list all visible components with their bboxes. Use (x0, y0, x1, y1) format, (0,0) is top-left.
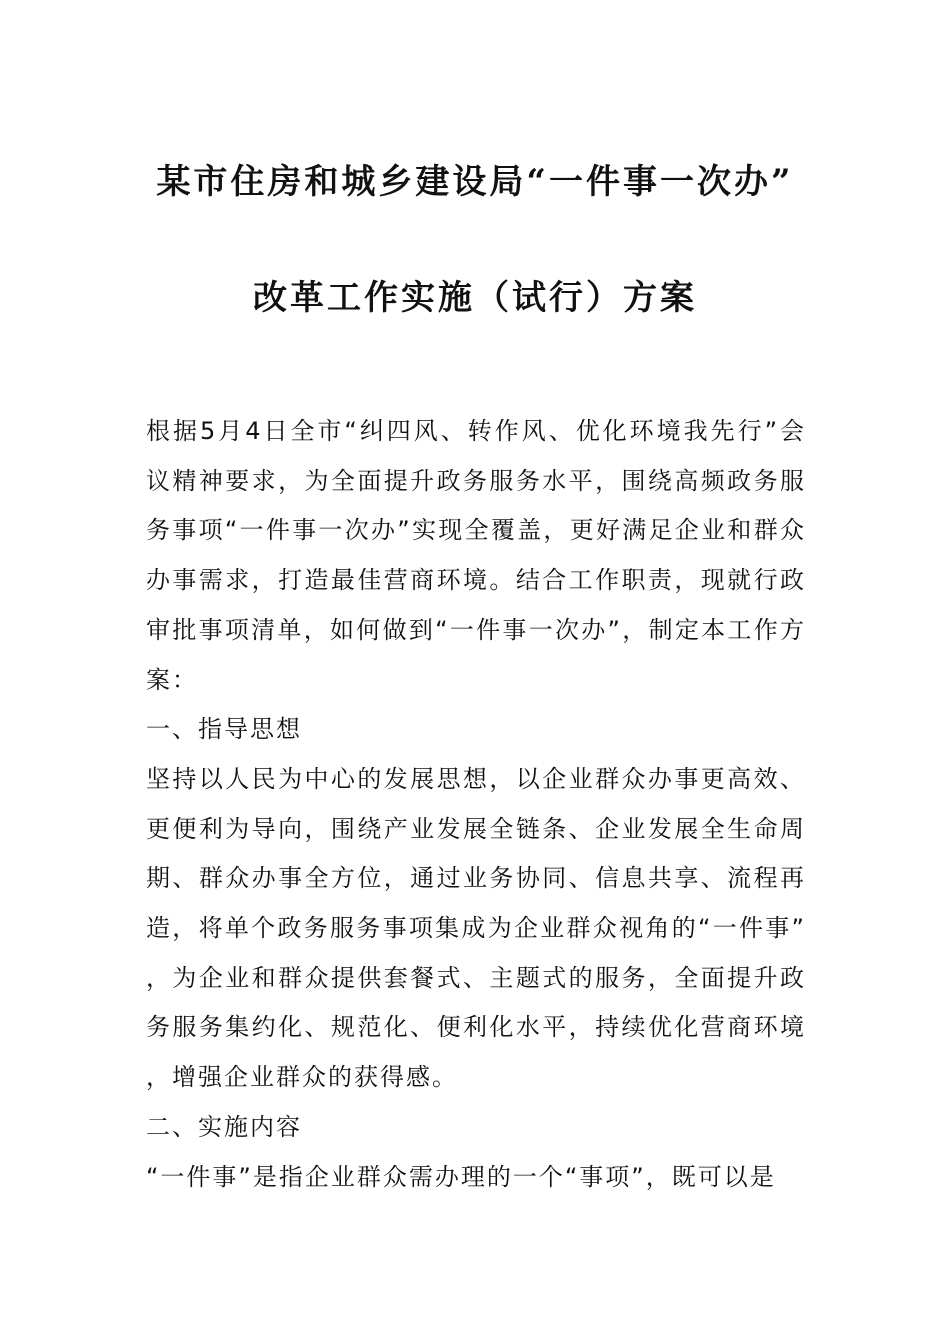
section-1-heading: 一、指导思想 (146, 715, 302, 744)
document-body (146, 407, 806, 1202)
section-2-heading: 二、实施内容 (146, 1112, 302, 1141)
document-title-line-1: 某市住房和城乡建设局“一件事一次办” (156, 162, 794, 202)
document-title-line-2: 改革工作实施（试行）方案 (253, 278, 697, 318)
intro-paragraph: 根据5月4日全市“纠四风、转作风、优化环境我先行”会议精神要求，为全面提升政务服务水平，围绕高频政务服务事项“一件事一次办”实现全覆盖，更好满足企业和群众办事需求，打造最佳营商环境。结合工作职责，现就行政审批事项清单，如何做到“一件事一次办”，制定本工作方案： (146, 417, 806, 694)
section-1-paragraph: 坚持以人民为中心的发展思想，以企业群众办事更高效、更便利为导向，围绕产业发展全链条、企业发展全生命周期、群众办事全方位，通过业务协同、信息共享、流程再造，将单个政务服务事项集成为企业群众视角的“一件事”，为企业和群众提供套餐式、主题式的服务，全面提升政务服务集约化、规范化、便利化水平，持续优化营商环境，增强企业群众的获得感。 (146, 764, 806, 1092)
section-2-paragraph: “一件事”是指企业群众需办理的一个“事项”，既可以是 (146, 1162, 776, 1191)
